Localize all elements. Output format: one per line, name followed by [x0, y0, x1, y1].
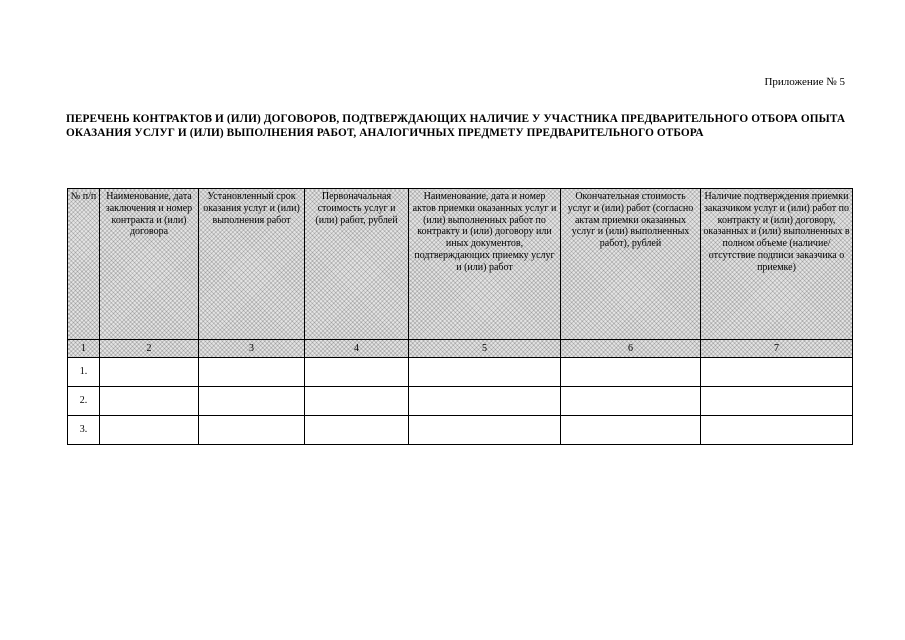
document-title: ПЕРЕЧЕНЬ КОНТРАКТОВ И (ИЛИ) ДОГОВОРОВ, ПОДТВЕРЖДАЮЩИХ НАЛИЧИЕ У УЧАСТНИКА ПРЕДВАРИТЕЛЬНОГО ОТБОРА ОПЫТА ОКАЗАНИЯ УСЛУГ И (ИЛИ) ВЫПОЛНЕНИЯ РАБОТ, АНАЛОГИЧНЫХ ПРЕДМЕТУ ПРЕДВАРИТЕЛЬНОГО ОТБОРА — [66, 113, 846, 139]
table-cell — [199, 416, 305, 445]
column-number: 4 — [305, 340, 409, 358]
header-cell-initial-cost: Первоначальная стоимость услуг и (или) работ, рублей — [305, 189, 409, 340]
table-cell — [199, 358, 305, 387]
table-cell — [561, 387, 701, 416]
table-cell — [100, 387, 199, 416]
row-number: 3. — [68, 416, 100, 445]
header-cell-deadline: Установленный срок оказания услуг и (или) выполнения работ — [199, 189, 305, 340]
contracts-table — [67, 188, 853, 445]
table-cell — [100, 416, 199, 445]
table-cell — [305, 358, 409, 387]
column-number: 7 — [701, 340, 853, 358]
table-cell — [305, 387, 409, 416]
table-cell — [701, 358, 853, 387]
table-cell — [199, 387, 305, 416]
row-number: 1. — [68, 358, 100, 387]
table-cell — [409, 416, 561, 445]
table-cell — [701, 387, 853, 416]
table-cell — [305, 416, 409, 445]
column-number: 2 — [100, 340, 199, 358]
column-number: 3 — [199, 340, 305, 358]
header-cell-final-cost: Окончательная стоимость услуг и (или) работ (согласно актам приемки оказанных услуг и (или) выполненных работ), рублей — [561, 189, 701, 340]
row-number: 2. — [68, 387, 100, 416]
column-number: 1 — [68, 340, 100, 358]
header-cell-acceptance-confirmation: Наличие подтверждения приемки заказчиком услуг и (или) работ по контракту и (или) договору, оказанных и (или) выполненных в полном объеме (наличие/отсутствие подписи заказчика о приемке) — [701, 189, 853, 340]
header-cell-number: № п/п — [68, 189, 100, 340]
table-cell — [409, 358, 561, 387]
header-cell-contract-name: Наименование, дата заключения и номер контракта и (или) договора — [100, 189, 199, 340]
table-cell — [561, 416, 701, 445]
table-header-row — [68, 189, 853, 340]
table-row — [68, 416, 853, 445]
table-cell — [561, 358, 701, 387]
table-cell — [701, 416, 853, 445]
appendix-label: Приложение № 5 — [764, 76, 845, 88]
column-number: 5 — [409, 340, 561, 358]
table-row — [68, 387, 853, 416]
table-row — [68, 358, 853, 387]
header-cell-acceptance-acts: Наименование, дата и номер актов приемки оказанных услуг и (или) выполненных работ по контракту и (или) договору или иных документов, подтверждающих приемку услуг и (или) работ — [409, 189, 561, 340]
column-number-row — [68, 340, 853, 358]
column-number: 6 — [561, 340, 701, 358]
table-cell — [100, 358, 199, 387]
table-cell — [409, 387, 561, 416]
